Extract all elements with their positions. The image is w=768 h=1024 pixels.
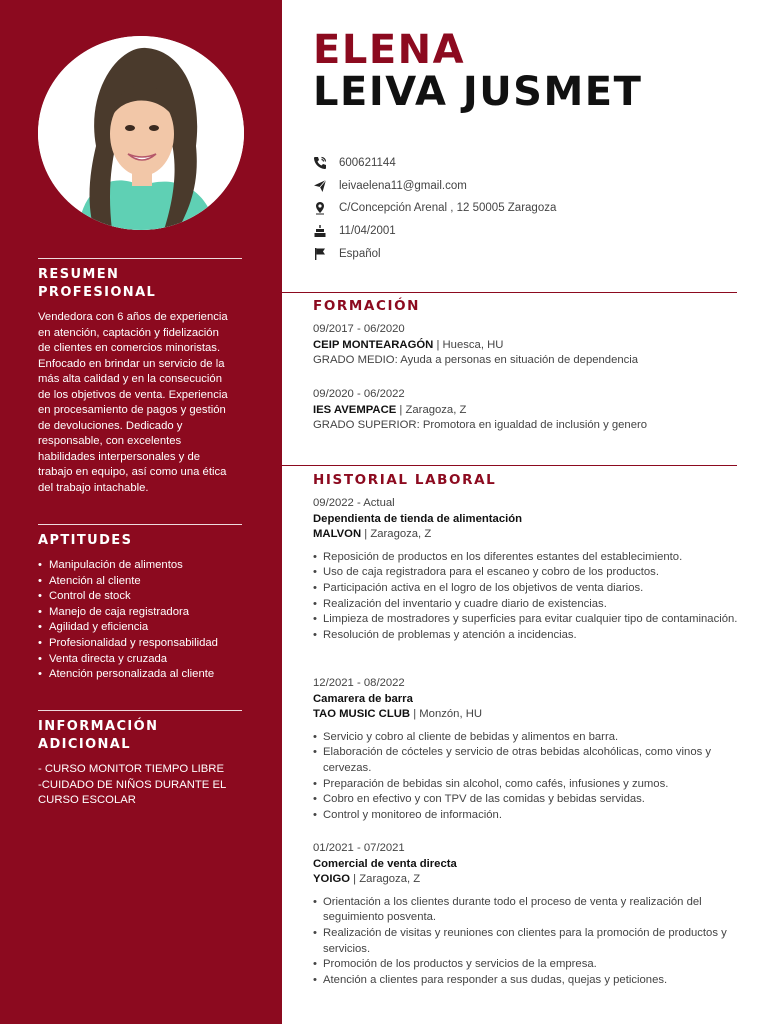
contact-phone xyxy=(313,152,556,175)
skill-item: • Manipulación de alimentos xyxy=(38,558,242,574)
address-text: C/Concepción Arenal , 12 50005 Zaragoza xyxy=(339,202,557,215)
skills-list xyxy=(38,558,242,683)
skills-section xyxy=(38,524,242,683)
contact-list xyxy=(313,152,556,265)
location-pin-icon xyxy=(313,201,327,215)
summary-line: en procesamiento de pagos y gestión xyxy=(38,404,226,416)
job-duty: • Control y monitoreo de información. xyxy=(313,808,743,824)
job-duty: • Uso de caja registradora para el escaneo y cobro de los productos. xyxy=(313,565,743,581)
additional-line: - CURSO MONITOR TIEMPO LIBRE xyxy=(38,763,225,775)
cake-icon xyxy=(313,224,327,238)
skills-divider xyxy=(38,524,242,525)
education-dates: 09/2017 - 06/2020 xyxy=(313,323,405,335)
education-entry xyxy=(313,387,743,434)
additional-line: -CUIDADO DE NIÑOS DURANTE EL xyxy=(38,778,227,791)
summary-text xyxy=(38,310,242,496)
summary-line: habilidades interpersonales y de xyxy=(38,450,201,463)
education-school: CEIP MONTEARAGÓN xyxy=(313,338,434,351)
education-location: | Zaragoza, Z xyxy=(396,403,467,416)
summary-line: Enfocado en brindar un servicio de la xyxy=(38,357,225,370)
education-divider xyxy=(282,292,737,293)
job-entry xyxy=(313,676,743,823)
job-dates: 01/2021 - 07/2021 xyxy=(313,842,405,854)
work-title: HISTORIAL LABORAL xyxy=(313,472,497,488)
summary-title-line-2: PROFESIONAL xyxy=(38,285,157,300)
education-location: | Huesca, HU xyxy=(433,338,504,351)
contact-email xyxy=(313,175,556,198)
job-duty: • Participación activa en el logro de los objetivos de venta diarios. xyxy=(313,581,743,597)
job-position: Comercial de venta directa xyxy=(313,857,457,870)
job-dates: 12/2021 - 08/2022 xyxy=(313,677,405,689)
phone-text: 600621144 xyxy=(339,157,396,170)
job-entry xyxy=(313,496,743,643)
summary-title-line-1: RESUMEN xyxy=(38,267,120,282)
job-location: | Zaragoza, Z xyxy=(361,528,432,541)
language-text: Español xyxy=(339,247,381,260)
contact-language xyxy=(313,242,556,265)
last-name: LEIVA JUSMET xyxy=(313,69,643,115)
summary-line: responsable, con excelentes xyxy=(38,435,182,447)
contact-birthdate xyxy=(313,220,556,243)
job-location: | Monzón, HU xyxy=(410,708,483,721)
education-school: IES AVEMPACE xyxy=(313,403,397,416)
skill-item: • Agilidad y eficiencia xyxy=(38,620,242,636)
sidebar xyxy=(0,0,282,1024)
birthdate-text: 11/04/2001 xyxy=(339,225,396,238)
job-duty: • Realización de visitas y reuniones con clientes para la promoción de productos y servicios. xyxy=(313,926,743,957)
additional-title-line-1: INFORMACIÓN xyxy=(38,719,159,734)
summary-line: de clientes en comercios minoristas. xyxy=(38,342,221,354)
job-duties xyxy=(313,895,743,989)
job-duty: • Atención a clientes para responder a sus dudas, quejas y peticiones. xyxy=(313,973,743,989)
job-duty: • Cobro en efectivo y con TPV de las comidas y bebidas servidas. xyxy=(313,792,743,808)
phone-icon xyxy=(313,156,327,170)
first-name: ELENA xyxy=(313,27,466,73)
summary-line: en atención, captación y fidelización xyxy=(38,326,219,339)
job-position: Camarera de barra xyxy=(313,692,413,705)
profile-photo-image xyxy=(38,36,244,230)
job-duties xyxy=(313,550,743,644)
summary-line: más alta calidad y en la consecución xyxy=(38,373,222,385)
skill-item: • Profesionalidad y responsabilidad xyxy=(38,636,242,652)
skill-item: • Control de stock xyxy=(38,589,242,605)
work-divider xyxy=(282,465,737,466)
additional-section xyxy=(38,710,242,809)
job-duty: • Servicio y cobro al cliente de bebidas y alimentos en barra. xyxy=(313,730,743,746)
job-company: MALVON xyxy=(313,528,362,541)
contact-address xyxy=(313,197,556,220)
job-duty: • Realización del inventario y cuadre diario de existencias. xyxy=(313,597,743,613)
additional-title xyxy=(38,718,242,754)
education-degree: GRADO MEDIO: Ayuda a personas en situación de dependencia xyxy=(313,354,639,367)
additional-text xyxy=(38,762,242,809)
summary-line: de devoluciones. Dedicado y xyxy=(38,419,183,432)
job-duty: • Limpieza de mostradores y superficies para evitar cualquier tipo de contaminación. xyxy=(313,612,743,628)
skill-item: • Atención al cliente xyxy=(38,574,242,590)
education-title: FORMACIÓN xyxy=(313,298,421,314)
additional-line: CURSO ESCOLAR xyxy=(38,794,136,806)
job-duties xyxy=(313,730,743,824)
summary-section xyxy=(38,258,242,496)
flag-icon xyxy=(313,247,327,261)
job-duty: • Orientación a los clientes durante todo el proceso de venta y realización del seguimiento posventa. xyxy=(313,895,743,926)
education-entry xyxy=(313,322,743,369)
job-duty: • Elaboración de cócteles y servicio de otras bebidas alcohólicas, como vinos y cervezas. xyxy=(313,745,743,776)
education-dates: 09/2020 - 06/2022 xyxy=(313,388,405,400)
skills-title: APTITUDES xyxy=(38,533,133,548)
skill-item: • Manejo de caja registradora xyxy=(38,605,242,621)
job-duty: • Resolución de problemas y atención a incidencias. xyxy=(313,628,743,644)
job-position: Dependienta de tienda de alimentación xyxy=(313,512,523,525)
additional-title-line-2: ADICIONAL xyxy=(38,737,131,752)
job-entry xyxy=(313,841,743,988)
job-company: TAO MUSIC CLUB xyxy=(313,708,411,721)
send-icon xyxy=(313,179,327,193)
education-degree: GRADO SUPERIOR: Promotora en igualdad de inclusión y genero xyxy=(313,419,648,432)
email-text: leivaelena11@gmail.com xyxy=(339,179,467,192)
job-dates: 09/2022 - Actual xyxy=(313,497,395,509)
summary-title xyxy=(38,266,242,302)
skill-item: • Venta directa y cruzada xyxy=(38,652,242,668)
summary-divider xyxy=(38,258,242,259)
additional-divider xyxy=(38,710,242,711)
summary-line: trabajo en equipo, así como una ética xyxy=(38,466,227,478)
skill-item: • Atención personalizada al cliente xyxy=(38,667,242,683)
job-duty: • Reposición de productos en los diferentes estantes del establecimiento. xyxy=(313,550,743,566)
job-company: YOIGO xyxy=(313,873,351,886)
job-duty: • Promoción de los productos y servicios de la empresa. xyxy=(313,957,743,973)
summary-line: del trabajo intachable. xyxy=(38,481,149,494)
job-duty: • Preparación de bebidas sin alcohol, como cafés, infusiones y zumos. xyxy=(313,777,743,793)
job-location: | Zaragoza, Z xyxy=(350,873,421,886)
summary-line: de los objetivos de venta. Experiencia xyxy=(38,388,228,401)
profile-photo xyxy=(38,36,244,230)
summary-line: Vendedora con 6 años de experiencia xyxy=(38,311,228,323)
